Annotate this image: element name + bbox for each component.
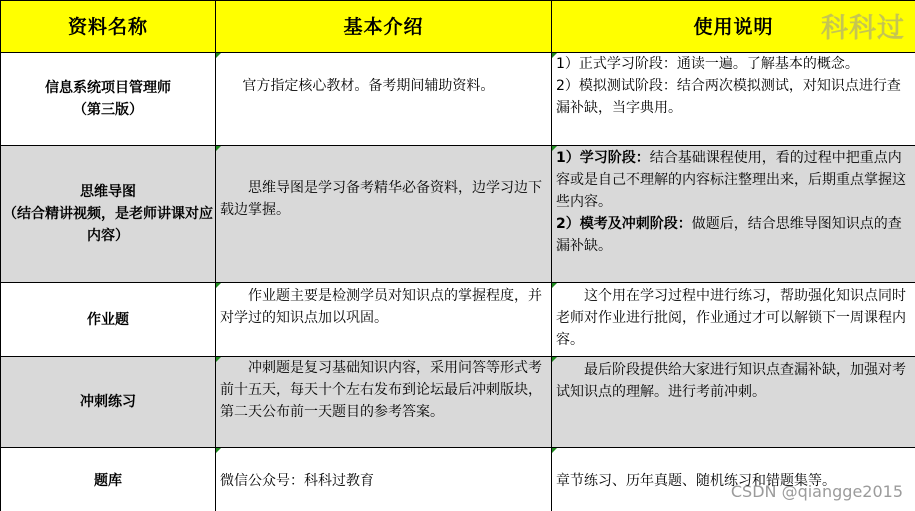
header-intro[interactable]: 基本介绍 xyxy=(216,1,552,53)
table-row xyxy=(1,283,915,357)
cell-marker-icon xyxy=(552,357,557,362)
cell-marker-icon xyxy=(552,448,557,453)
cell-usage[interactable] xyxy=(552,146,915,283)
table-row xyxy=(1,448,915,511)
row-intro: 官方指定核心教材。备考期间辅助资料。 xyxy=(242,78,495,94)
row-name: 冲刺练习 xyxy=(80,394,136,410)
row-usage: 这个用在学习过程中进行练习，帮助强化知识点同时老师对作业进行批阅，作业通过才可以解锁下一周课程内容。 xyxy=(556,288,906,348)
row-usage: 最后阶段提供给大家进行知识点查漏补缺，加强对考试知识点的理解。进行考前冲刺。 xyxy=(556,362,906,400)
cell-name[interactable] xyxy=(1,146,216,283)
cell-marker-icon xyxy=(216,146,221,151)
table-row xyxy=(1,146,915,283)
usage-phase-label: 2）模考及冲刺阶段： xyxy=(556,216,692,232)
header-usage[interactable]: 使用说明 xyxy=(552,1,915,53)
row-name: 作业题 xyxy=(87,311,129,328)
usage-phase-text: 结合基础课程使用，看的过程中把重点内容或是自己不理解的内容标注整理出来，后期重点掌握这些内容。 xyxy=(556,150,906,210)
row-usage xyxy=(552,146,915,257)
usage-line-1 xyxy=(556,147,911,213)
cell-marker-icon xyxy=(216,448,221,453)
row-intro: 微信公众号：科科过教育 xyxy=(220,473,374,489)
row-intro: 作业题主要是检测学员对知识点的掌握程度，并对学过的知识点加以巩固。 xyxy=(220,288,542,326)
cell-intro[interactable] xyxy=(216,448,552,511)
usage-line-1: 1）正式学习阶段：通读一遍。了解基本的概念。 xyxy=(556,56,859,72)
brand-watermark: 科科过 xyxy=(821,13,905,44)
row-name: 思维导图 xyxy=(80,184,136,200)
cell-intro[interactable] xyxy=(216,357,552,448)
cell-usage[interactable] xyxy=(552,448,915,511)
row-intro: 冲刺题是复习基础知识内容，采用问答等形式考前十五天，每天十个左右发布到论坛最后冲刺版块，第二天公布前一天题目的参考答案。 xyxy=(220,360,542,420)
header-name[interactable]: 资料名称 xyxy=(1,1,216,53)
row-name: 题库 xyxy=(94,473,122,489)
cell-marker-icon xyxy=(552,283,557,288)
row-usage: 章节练习、历年真题、随机练习和错题集等。 xyxy=(556,473,836,489)
cell-marker-icon xyxy=(552,53,557,58)
row-name: 信息系统项目管理师 xyxy=(45,80,171,96)
cell-marker-icon xyxy=(216,283,221,288)
cell-name[interactable] xyxy=(1,53,216,146)
cell-usage[interactable] xyxy=(552,53,915,146)
table-row xyxy=(1,357,915,448)
cell-marker-icon xyxy=(216,53,221,58)
cell-intro[interactable] xyxy=(216,283,552,357)
cell-usage[interactable] xyxy=(552,283,915,357)
row-name-sub: （第三版） xyxy=(73,102,143,118)
cell-intro[interactable] xyxy=(216,146,552,283)
csdn-watermark: CSDN @qiangge2015 xyxy=(730,482,903,501)
row-intro: 思维导图是学习备考精华必备资料，边学习边下载边掌握。 xyxy=(220,180,542,218)
cell-marker-icon xyxy=(552,146,557,151)
usage-line-2: 2）模拟测试阶段：结合两次模拟测试，对知识点进行查漏补缺，当字典用。 xyxy=(556,78,901,116)
row-name-sub: （结合精讲视频，是老师讲课对应内容） xyxy=(3,206,213,244)
row-usage xyxy=(552,53,915,119)
cell-name[interactable] xyxy=(1,357,216,448)
table-row xyxy=(1,53,915,146)
usage-line-2 xyxy=(556,213,911,257)
cell-marker-icon xyxy=(216,357,221,362)
usage-phase-label: 1）学习阶段： xyxy=(556,150,650,166)
cell-usage[interactable] xyxy=(552,357,915,448)
cell-name[interactable] xyxy=(1,283,216,357)
usage-phase-text: 做题后，结合思维导图知识点的查漏补缺。 xyxy=(556,216,902,254)
cell-intro[interactable] xyxy=(216,53,552,146)
cell-name[interactable] xyxy=(1,448,216,511)
table-header-row xyxy=(1,1,915,53)
